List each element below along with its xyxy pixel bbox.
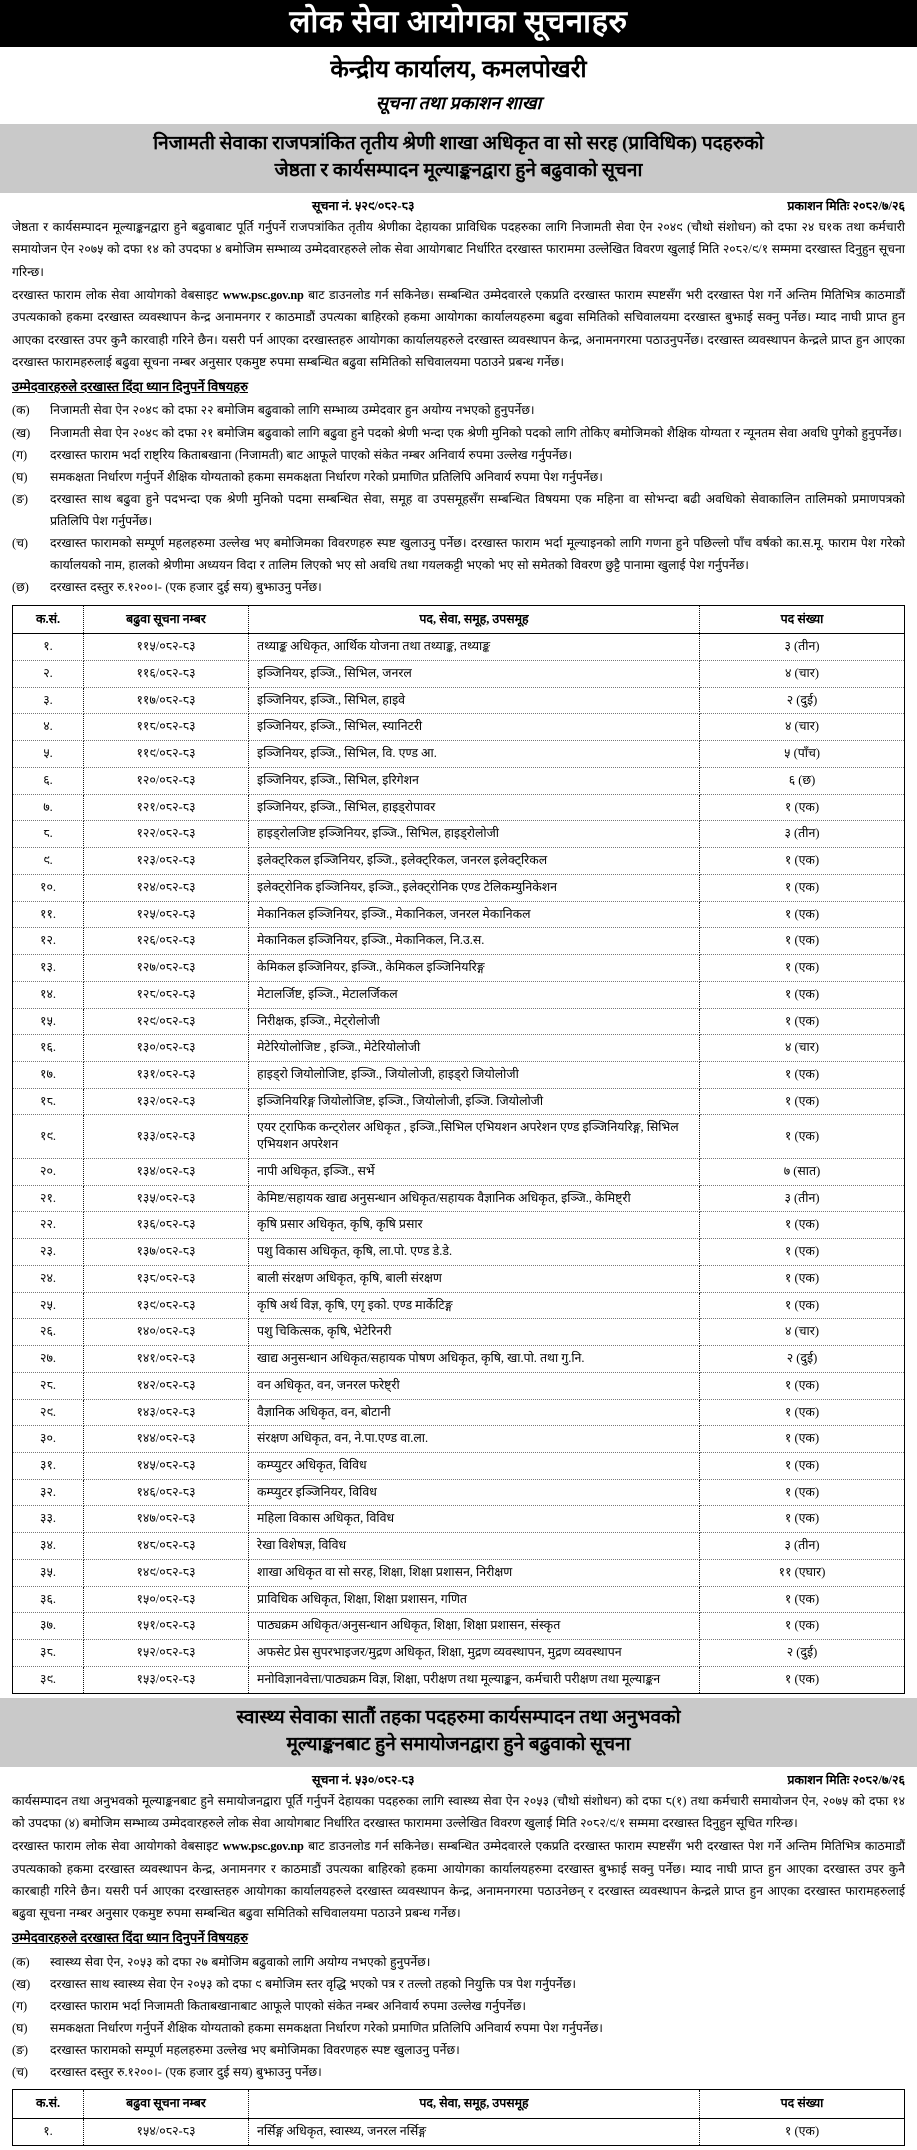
table-row — [13, 794, 905, 821]
cell-count: १ (एक) — [700, 1613, 905, 1640]
cell-count: १ (एक) — [700, 1265, 905, 1292]
cell-serial: ७. — [13, 794, 84, 821]
cell-post: इञ्जिनियर, इञ्जि., सिभिल, जनरल — [249, 660, 700, 687]
cell-post: प्राविधिक अधिकृत, शिक्षा, शिक्षा प्रशासन, गणित — [249, 1586, 700, 1613]
branch-name: सूचना तथा प्रकाशन शाखा — [375, 93, 542, 114]
cell-post: हाइड्रोलजिष्ट इञ्जिनियर, इञ्जि., सिभिल, हाइड्रोलोजी — [249, 821, 700, 848]
cell-notice-no: १२४/०८२-८३ — [84, 874, 249, 901]
table-row — [13, 1035, 905, 1062]
notice1-number: सूचना नं. ५२९/०८२-८३ — [312, 198, 415, 213]
cell-notice-no: १२६/०८२-८३ — [84, 928, 249, 955]
table-row — [13, 2119, 905, 2146]
psc-website-link[interactable]: www.psc.gov.np — [222, 1839, 304, 1854]
notice2-table-wrap — [0, 2083, 917, 2149]
table-row — [13, 1426, 905, 1453]
table-row — [13, 714, 905, 741]
cell-notice-no: १३८/०८२-८३ — [84, 1265, 249, 1292]
cell-notice-no: १२८/०८२-८३ — [84, 981, 249, 1008]
notice1-posts-table — [12, 605, 905, 1694]
table-row — [13, 1399, 905, 1426]
masthead-title: लोक सेवा आयोगका सूचनाहरु — [0, 0, 917, 47]
cell-post: इलेक्ट्रिकल इञ्जिनियर, इञ्जि., इलेक्ट्रिकल, जनरल इलेक्ट्रिकल — [249, 848, 700, 875]
notice2-paragraph-1: कार्यसम्पादन तथा अनुभवको मूल्याङ्कनबाट हुने समायोजनद्वारा पूर्ति गर्नुपर्ने देहायका पदहरुका लागि स्वास्थ्य सेवा ऐन २०५३ (चौथो संशोधन) को दफा ८(१) तथा कर्मचारी समायोजन ऐन, २०७५ को दफा १४ को उपदफा (४) बमोजिम सम्भाव्य उम्मेदवारहरुले लोक सेवा आयोगबाट निर्धारित दरखास्त फाराममा उल्लेखित विवरण खुलाई मिति २०८२/९/१ सम्ममा दरखास्त दिनुहुन सूचित गरिन्छ। — [12, 1793, 905, 1830]
cell-notice-no: १३०/०८२-८३ — [84, 1035, 249, 1062]
cell-notice-no: १२५/०८२-८३ — [84, 901, 249, 928]
cell-notice-no: १४५/०८२-८३ — [84, 1453, 249, 1480]
cell-count: १ (एक) — [700, 955, 905, 982]
cell-post: पशु चिकित्सक, कृषि, भेटेरिनरी — [249, 1319, 700, 1346]
notice1-para2-part-b: बाट डाउनलोड गर्न सकिनेछ। सम्बन्धित उम्मेदवारले एकप्रति दरखास्त फाराम स्पष्टसँग भरी दरखास्त पेश गर्ने अन्तिम मितिभित्र काठमाडौं उपत्यकाको हकमा दरखास्त व्यवस्थापन केन्द्र अनामनगर र काठमाडौं उपत्यका बाहिरको हकमा आयोगका कार्यालयहरुमा बढुवा समितिको सचिवालयमा दरखास्त बुझाई सक्नु पर्नेछ। म्याद नाघी प्राप्त हुन आएका दरखास्त उपर कुनै कारवाही गरिने छैन। यसरी पर्न आएका दरखास्तहरु आयोगका कार्यालयहरुले दरखास्त व्यवस्थापन केन्द्र, अनामनगरमा पठाउनुपर्नेछ। दरखास्त व्यवस्थापन केन्द्रले प्राप्त हुन आएका दरखास्त फारामहरुलाई बढुवा सूचना नम्बर अनुसार एकमुष्ट रुपमा सम्बन्धित बढुवा समितिको सचिवालयमा पठाउने प्रबन्ध गर्नेछ। — [12, 288, 905, 370]
cell-count: ४ (चार) — [700, 1035, 905, 1062]
header-notice-no: बढुवा सूचना नम्बर — [84, 2090, 249, 2119]
cell-serial: ४. — [13, 714, 84, 741]
header-post: पद, सेवा, समूह, उपसमूह — [249, 605, 700, 634]
table-row — [13, 955, 905, 982]
table-row — [13, 821, 905, 848]
cell-notice-no: १४१/०८२-८३ — [84, 1346, 249, 1373]
table-row — [13, 1292, 905, 1319]
point-marker: (घ) — [12, 469, 28, 484]
cell-notice-no: १४३/०८२-८३ — [84, 1399, 249, 1426]
cell-notice-no: १३५/०८२-८३ — [84, 1185, 249, 1212]
cell-serial: १२. — [13, 928, 84, 955]
notice1-paragraph-1: जेष्ठता र कार्यसम्पादन मूल्याङ्कनद्वारा हुने बढुवाबाट पूर्ति गर्नुपर्ने राजपत्रांकित तृतीय श्रेणीका देहायका प्राविधिक पदहरुका लागि निजामती सेवा ऐन २०४९ (चौथो संशोधन) को दफा २४ घ१क तथा कर्मचारी समायोजन ऐन २०७५ को दफा १४ को उपदफा ४ बमोजिम सम्भाव्य उम्मेदवारहरुले लोक सेवा आयोगबाट निर्धारित दरखास्त फाराममा उल्लेखित विवरण खुलाई मिति २०८२/९/१ सम्ममा दरखास्त दिनुहुन सूचना गरिन्छ। — [12, 219, 905, 279]
cell-post: नर्सिङ्ग अधिकृत, स्वास्थ्य, जनरल नर्सिङ्ग — [249, 2119, 700, 2146]
cell-post: मेकानिकल इञ्जिनियर, इञ्जि., मेकानिकल, नि.उ.स. — [249, 928, 700, 955]
table-row — [13, 1212, 905, 1239]
point-text: दरखास्त फाराम भर्दा राष्ट्रिय किताबखाना (निजामती) बाट आफूले पाएको संकेत नम्बर अनिवार्य रुपमा उल्लेख गर्नुपर्नेछ। — [50, 447, 573, 462]
table-row — [13, 848, 905, 875]
cell-count: ३ (तीन) — [700, 634, 905, 661]
point-text: दरखास्त फारामको सम्पूर्ण महलहरुमा उल्लेख भए बमोजिमका विवरणहरु स्पष्ट खुलाउनु पर्नेछ। दरखास्त फाराम भर्दा मूल्याइनको लागि गणना हुने पछिल्लो पाँच वर्षको का.स.मू. फाराम पेश गरेको कार्यालयको नाम, हालको श्रेणीमा अध्ययन विदा र तालिम लिएको भए सो अवधि तथा गयलकट्टी भएको भए सो समेतको विवरण छुट्टै पानामा खुलाई पेश गर्नुपर्नेछ। — [50, 536, 905, 573]
notice1-title-line2: जेष्ठता र कार्यसम्पादन मूल्याङ्कनद्वारा हुने बढुवाको सूचना — [274, 160, 643, 181]
cell-serial: १३. — [13, 955, 84, 982]
cell-serial: २७. — [13, 1346, 84, 1373]
table-row — [13, 1319, 905, 1346]
cell-notice-no: ११५/०८२-८३ — [84, 634, 249, 661]
cell-post: इञ्जिनियरिङ्ग जियोलोजिष्ट, इञ्जि., जियोलोजी, इञ्जि. जियोलोजी — [249, 1088, 700, 1115]
point-text: निजामती सेवा ऐन २०४९ को दफा २२ बमोजिम बढुवाको लागि सम्भाव्य उम्मेदवार हुन अयोग्य नभएको हुनुपर्नेछ। — [50, 403, 535, 418]
table-row — [13, 1239, 905, 1266]
notice2-para2-part-a: दरखास्त फाराम लोक सेवा आयोगको वेबसाइट — [12, 1839, 223, 1854]
table-header — [13, 605, 905, 634]
cell-notice-no: १३४/०८२-८३ — [84, 1158, 249, 1185]
table-row — [13, 1453, 905, 1480]
cell-notice-no: १४४/०८२-८३ — [84, 1426, 249, 1453]
cell-post: निरीक्षक, इञ्जि., मेट्रोलोजी — [249, 1008, 700, 1035]
table-row — [13, 1479, 905, 1506]
point-marker: (च) — [12, 2065, 28, 2080]
cell-count: १ (एक) — [700, 1426, 905, 1453]
cell-serial: ५. — [13, 741, 84, 768]
point-text: दरखास्त दस्तुर रु.१२००।- (एक हजार दुई सय) बुझाउनु पर्नेछ। — [50, 2065, 322, 2080]
cell-notice-no: १४७/०८२-८३ — [84, 1506, 249, 1533]
cell-count: १ (एक) — [700, 1115, 905, 1158]
point-marker: (ङ) — [12, 2043, 29, 2058]
notice2-para2-part-b: बाट डाउनलोड गर्न सकिनेछ। सम्बन्धित उम्मेदवारले एकप्रति दरखास्त फाराम स्पष्टसँग भरी दरखास्त पेश गर्ने अन्तिम मितिभित्र काठमाडौं उपत्यकाको हकमा दरखास्त व्यवस्थापन केन्द्र, अनामनगर र काठमाडौं उपत्यका बाहिरको हकमा आयोगका कार्यालयहरुमा दरखास्त बुझाई सक्नु पर्नेछ। म्याद नाघी प्राप्त हुन आएका दरखास्त उपर कुनै कारबाही गरिने छैन। यसरी पर्न आएका दरखास्तहरु आयोगका कार्यालयहरुले दरखास्त व्यवस्थापन केन्द्र, अनामनगरमा पठाउनेछन् र दरखास्त व्यवस्थापन केन्द्रले प्राप्त हुन आएका दरखास्त फारामहरुलाई बढुवा सूचना नम्बर अनुसार एकमुष्ट रुपमा सम्बन्धित बढुवा समितिको सचिवालयमा पठाउने प्रबन्ध गर्नेछ। — [12, 1839, 905, 1921]
table-row — [13, 767, 905, 794]
point-marker: (ख) — [12, 1976, 31, 1991]
cell-post: संरक्षण अधिकृत, वन, ने.पा.एण्ड वा.ला. — [249, 1426, 700, 1453]
cell-notice-no: १५१/०८२-८३ — [84, 1613, 249, 1640]
table-row — [13, 741, 905, 768]
table-row — [13, 1586, 905, 1613]
cell-post: मेटेरियोलोजिष्ट , इञ्जि., मेटेरियोलोजी — [249, 1035, 700, 1062]
cell-serial: २९. — [13, 1399, 84, 1426]
cell-serial: १४. — [13, 981, 84, 1008]
table-row — [13, 1088, 905, 1115]
cell-notice-no: १२७/०८२-८३ — [84, 955, 249, 982]
cell-notice-no: १४८/०८२-८३ — [84, 1533, 249, 1560]
cell-notice-no: १५३/०८२-८३ — [84, 1666, 249, 1693]
cell-notice-no: ११६/०८२-८३ — [84, 660, 249, 687]
point-text: दरखास्त दस्तुर रु.१२००।- (एक हजार दुई सय) बुझाउनु पर्नेछ। — [50, 580, 322, 595]
point-marker: (क) — [12, 1954, 30, 1969]
cell-count: १ (एक) — [700, 2119, 905, 2146]
cell-serial: १८. — [13, 1088, 84, 1115]
cell-count: १ (एक) — [700, 1399, 905, 1426]
cell-serial: ३८. — [13, 1640, 84, 1667]
cell-serial: २४. — [13, 1265, 84, 1292]
point-marker: (क) — [12, 403, 30, 418]
point-text: समकक्षता निर्धारण गर्नुपर्ने शैक्षिक योग्यताको हकमा समकक्षता निर्धारण गरेको प्रमाणित प्रतिलिपि अनिवार्य रुपमा पेश गर्नुपर्नेछ। — [50, 2020, 603, 2035]
cell-count: २ (दुई) — [700, 1346, 905, 1373]
cell-count: २ (दुई) — [700, 1640, 905, 1667]
table-row — [13, 874, 905, 901]
table-row — [13, 1640, 905, 1667]
cell-serial: ३७. — [13, 1613, 84, 1640]
cell-count: १ (एक) — [700, 874, 905, 901]
list-item — [12, 488, 905, 532]
table-row — [13, 901, 905, 928]
cell-serial: १५. — [13, 1008, 84, 1035]
notice1-para2-part-a: दरखास्त फाराम लोक सेवा आयोगको वेबसाइट — [12, 288, 223, 303]
cell-post: केमिकल इञ्जिनियर, इञ्जि., केमिकल इञ्जिनियरिङ्ग — [249, 955, 700, 982]
cell-serial: २०. — [13, 1158, 84, 1185]
table-row — [13, 1666, 905, 1693]
cell-notice-no: १४६/०८२-८३ — [84, 1479, 249, 1506]
table-row — [13, 1613, 905, 1640]
table-header — [13, 2090, 905, 2119]
cell-post: अफसेट प्रेस सुपरभाइजर/मुद्रण अधिकृत, शिक्षा, मुद्रण व्यवस्थापन, मुद्रण व्यवस्थापन — [249, 1640, 700, 1667]
cell-count: १ (एक) — [700, 1212, 905, 1239]
cell-notice-no: १२२/०८२-८३ — [84, 821, 249, 848]
notice1-body — [0, 216, 917, 599]
cell-notice-no: १४०/०८२-८३ — [84, 1319, 249, 1346]
cell-count: १ (एक) — [700, 1372, 905, 1399]
cell-count: ५ (पाँच) — [700, 741, 905, 768]
table-row — [13, 1506, 905, 1533]
cell-post: पशु विकास अधिकृत, कृषि, ला.पो. एण्ड डे.डे. — [249, 1239, 700, 1266]
cell-post: कृषि अर्थ विज्ञ, कृषि, एगृ इको. एण्ड मार्केटिङ्ग — [249, 1292, 700, 1319]
cell-post: बाली संरक्षण अधिकृत, कृषि, बाली संरक्षण — [249, 1265, 700, 1292]
cell-post: शाखा अधिकृत वा सो सरह, शिक्षा, शिक्षा प्रशासन, निरीक्षण — [249, 1559, 700, 1586]
cell-post: मनोविज्ञानवेत्ता/पाठ्यक्रम विज्ञ, शिक्षा, परीक्षण तथा मूल्याङ्कन, कर्मचारी परीक्षण तथा मूल्याङ्कन — [249, 1666, 700, 1693]
cell-count: ३ (तीन) — [700, 821, 905, 848]
point-text: दरखास्त फारामको सम्पूर्ण महलहरुमा उल्लेख भए बमोजिमका विवरणहरु स्पष्ट खुलाउनु पर्नेछ। — [50, 2043, 460, 2058]
cell-count: १ (एक) — [700, 1088, 905, 1115]
cell-serial: १. — [13, 2119, 84, 2146]
list-item — [12, 444, 905, 466]
cell-notice-no: ११७/०८२-८३ — [84, 687, 249, 714]
cell-post: इञ्जिनियर, इञ्जि., सिभिल, वि. एण्ड आ. — [249, 741, 700, 768]
table-row — [13, 1158, 905, 1185]
cell-serial: ११. — [13, 901, 84, 928]
cell-post: मेटालर्जिष्ट, इञ्जि., मेटालर्जिकल — [249, 981, 700, 1008]
point-marker: (ङ) — [12, 491, 29, 506]
cell-notice-no: १३६/०८२-८३ — [84, 1212, 249, 1239]
header-count: पद संख्या — [700, 2090, 905, 2119]
cell-post: वैज्ञानिक अधिकृत, वन, बोटानी — [249, 1399, 700, 1426]
table-row — [13, 1185, 905, 1212]
point-marker: (ख) — [12, 425, 31, 440]
cell-count: १ (एक) — [700, 794, 905, 821]
cell-count: १ (एक) — [700, 1453, 905, 1480]
cell-count: १ (एक) — [700, 1479, 905, 1506]
cell-serial: ३१. — [13, 1453, 84, 1480]
cell-serial: १. — [13, 634, 84, 661]
table-row — [13, 928, 905, 955]
cell-notice-no: १४९/०८२-८३ — [84, 1559, 249, 1586]
cell-count: १ (एक) — [700, 1062, 905, 1089]
cell-count: २ (दुई) — [700, 687, 905, 714]
cell-post: तथ्याङ्क अधिकृत, आर्थिक योजना तथा तथ्याङ्क, तथ्याङ्क — [249, 634, 700, 661]
notice2-instruction-list — [12, 1951, 905, 2084]
cell-serial: २२. — [13, 1212, 84, 1239]
cell-serial: १६. — [13, 1035, 84, 1062]
notice1-title-line1: निजामती सेवाका राजपत्रांकित तृतीय श्रेणी शाखा अधिकृत वा सो सरह (प्राविधिक) पदहरुको — [153, 133, 764, 155]
cell-post: कम्प्युटर अधिकृत, विविध — [249, 1453, 700, 1480]
cell-count: ११ (एघार) — [700, 1559, 905, 1586]
point-text: स्वास्थ्य सेवा ऐन, २०५३ को दफा २७ बमोजिम बढुवाको लागि अयोग्य नभएको हुनुपर्नेछ। — [50, 1954, 431, 1969]
header-serial: क.सं. — [13, 605, 84, 634]
cell-serial: २६. — [13, 1319, 84, 1346]
cell-post: इञ्जिनियर, इञ्जि., सिभिल, हाइड्रोपावर — [249, 794, 700, 821]
header-count: पद संख्या — [700, 605, 905, 634]
list-item — [12, 399, 905, 421]
cell-post: एयर ट्राफिक कन्ट्रोलर अधिकृत , इञ्जि.,सिभिल एभियशन अपरेशन एण्ड इञ्जिनियरिङ्ग, सिभिल एभियशन अपरेशन — [249, 1115, 700, 1158]
cell-count: १ (एक) — [700, 1239, 905, 1266]
cell-count: ४ (चार) — [700, 1319, 905, 1346]
cell-serial: ३४. — [13, 1533, 84, 1560]
point-text: निजामती सेवा ऐन २०४९ को दफा २१ बमोजिम बढुवाको लागि बढुवा हुने पदको श्रेणी भन्दा एक श्रेणी मुनिको पदको लागि तोकिए बमोजिमको शैक्षिक योग्यता र न्यूनतम सेवा अवधि पुगेको हुनुपर्नेछ। — [50, 425, 902, 440]
point-text: समकक्षता निर्धारण गर्नुपर्ने शैक्षिक योग्यताको हकमा समकक्षता निर्धारण गरेको प्रमाणित प्रतिलिपि अनिवार्य रुपमा पेश गर्नुपर्नेछ। — [50, 469, 603, 484]
table-header-row — [13, 2090, 905, 2119]
cell-serial: ३५. — [13, 1559, 84, 1586]
cell-count: ७ (सात) — [700, 1158, 905, 1185]
cell-count: १ (एक) — [700, 928, 905, 955]
cell-post: वन अधिकृत, वन, जनरल फरेष्ट्री — [249, 1372, 700, 1399]
cell-post: नापी अधिकृत, इञ्जि., सर्भे — [249, 1158, 700, 1185]
notice2-meta — [0, 1767, 917, 1790]
cell-post: इञ्जिनियर, इञ्जि., सिभिल, हाइवे — [249, 687, 700, 714]
cell-post: कृषि प्रसार अधिकृत, कृषि, कृषि प्रसार — [249, 1212, 700, 1239]
cell-count: ४ (चार) — [700, 660, 905, 687]
cell-notice-no: १३३/०८२-८३ — [84, 1115, 249, 1158]
cell-notice-no: १२०/०८२-८३ — [84, 767, 249, 794]
point-text: दरखास्त साथ स्वास्थ्य सेवा ऐन २०५३ को दफा ९ बमोजिम स्तर वृद्धि भएको पत्र र तल्लो तहको नियुक्ति पत्र पेश गर्नुपर्नेछ। — [50, 1976, 576, 1991]
cell-post: खाद्य अनुसन्धान अधिकृत/सहायक पोषण अधिकृत, कृषि, खा.पो. तथा गु.नि. — [249, 1346, 700, 1373]
cell-count: १ (एक) — [700, 1292, 905, 1319]
cell-serial: १७. — [13, 1062, 84, 1089]
cell-notice-no: १२९/०८२-८३ — [84, 1008, 249, 1035]
point-text: दरखास्त साथ बढुवा हुने पदभन्दा एक श्रेणी मुनिको पदमा सम्बन्धित सेवा, समूह वा उपसमूहसँग सम्बन्धित विषयमा एक महिना वा सोभन्दा बढी अवधिको सेवाकालिन तालिमको प्रमाणपत्रको प्रतिलिपि पेश गर्नुपर्नेछ। — [50, 491, 905, 529]
cell-count: १ (एक) — [700, 1008, 905, 1035]
table-row — [13, 1559, 905, 1586]
notice2-posts-table — [12, 2089, 905, 2145]
header-serial: क.सं. — [13, 2090, 84, 2119]
cell-serial: २५. — [13, 1292, 84, 1319]
list-item — [12, 466, 905, 488]
list-item — [12, 1973, 905, 1995]
cell-notice-no: १३१/०८२-८३ — [84, 1062, 249, 1089]
list-item — [12, 2017, 905, 2039]
psc-website-link[interactable]: www.psc.gov.np — [222, 288, 304, 303]
notice2-title-band — [0, 1698, 917, 1767]
cell-notice-no: १२१/०८२-८३ — [84, 794, 249, 821]
table-row — [13, 660, 905, 687]
cell-count: ३ (तीन) — [700, 1533, 905, 1560]
list-item — [12, 532, 905, 576]
point-marker: (ग) — [12, 447, 28, 462]
list-item — [12, 2039, 905, 2061]
cell-post: महिला विकास अधिकृत, विविध — [249, 1506, 700, 1533]
cell-notice-no: १५०/०८२-८३ — [84, 1586, 249, 1613]
notice2-instructions-heading: उम्मेदवारहरुले दरखास्त दिंदा ध्यान दिनुपर्ने विषयहरु — [12, 1929, 248, 1945]
table-header-row — [13, 605, 905, 634]
notice1-table-wrap — [0, 599, 917, 1698]
notice2-title-line1: स्वास्थ्य सेवाका सातौं तहका पदहरुमा कार्यसम्पादन तथा अनुभवको — [236, 1706, 681, 1728]
header-post: पद, सेवा, समूह, उपसमूह — [249, 2090, 700, 2119]
cell-notice-no: १२३/०८२-८३ — [84, 848, 249, 875]
cell-count: १ (एक) — [700, 1586, 905, 1613]
cell-serial: २१. — [13, 1185, 84, 1212]
point-marker: (घ) — [12, 2020, 28, 2035]
cell-count: १ (एक) — [700, 1506, 905, 1533]
cell-serial: १९. — [13, 1115, 84, 1158]
table-row — [13, 634, 905, 661]
cell-serial: ३०. — [13, 1426, 84, 1453]
notice2-publish-date: प्रकाशन मितिः २०८२/७/२६ — [787, 1772, 905, 1787]
cell-post: कम्प्युटर इञ्जिनियर, विविध — [249, 1479, 700, 1506]
table-row — [13, 1062, 905, 1089]
cell-count: १ (एक) — [700, 848, 905, 875]
cell-count: ६ (छ) — [700, 767, 905, 794]
cell-count: १ (एक) — [700, 981, 905, 1008]
notice1-title-band — [0, 124, 917, 193]
notice1-publish-date: प्रकाशन मितिः २०८२/७/२६ — [787, 198, 905, 213]
point-marker: (छ) — [12, 580, 29, 595]
notice1-paragraph-2 — [12, 284, 905, 374]
cell-post: हाइड्रो जियोलोजिष्ट, इञ्जि., जियोलोजी, हाइड्रो जियोलोजी — [249, 1062, 700, 1089]
office-name: केन्द्रीय कार्यालय, कमलपोखरी — [330, 56, 587, 83]
notice1-instruction-list — [12, 399, 905, 598]
notice2-title-line2: मूल्याङ्कनबाट हुने समायोजनद्वारा हुने बढुवाको सूचना — [286, 1733, 631, 1755]
cell-count: ४ (चार) — [700, 714, 905, 741]
cell-serial: ३. — [13, 687, 84, 714]
cell-post: इञ्जिनियर, इञ्जि., सिभिल, इरिगेशन — [249, 767, 700, 794]
notice2-number: सूचना नं. ५३०/०८२-८३ — [312, 1772, 415, 1787]
cell-serial: ६. — [13, 767, 84, 794]
cell-serial: ३९. — [13, 1666, 84, 1693]
list-item — [12, 576, 905, 598]
table-row — [13, 1533, 905, 1560]
list-item — [12, 1995, 905, 2017]
cell-notice-no: १३२/०८२-८३ — [84, 1088, 249, 1115]
notice1-meta — [0, 193, 917, 216]
cell-post: इञ्जिनियर, इञ्जि., सिभिल, स्यानिटरी — [249, 714, 700, 741]
cell-notice-no: १३७/०८२-८३ — [84, 1239, 249, 1266]
cell-count: १ (एक) — [700, 901, 905, 928]
cell-serial: २. — [13, 660, 84, 687]
header-notice-no: बढुवा सूचना नम्बर — [84, 605, 249, 634]
table-row — [13, 1265, 905, 1292]
notice1-instructions-heading: उम्मेदवारहरुले दरखास्त दिंदा ध्यान दिनुपर्ने विषयहरु — [12, 378, 248, 394]
list-item — [12, 1951, 905, 1973]
cell-serial: ३२. — [13, 1479, 84, 1506]
cell-post: केमिष्ट/सहायक खाद्य अनुसन्धान अधिकृत/सहायक वैज्ञानिक अधिकृत, इञ्जि., केमिष्ट्री — [249, 1185, 700, 1212]
cell-count: १ (एक) — [700, 1666, 905, 1693]
cell-serial: २३. — [13, 1239, 84, 1266]
cell-count: ३ (तीन) — [700, 1185, 905, 1212]
cell-notice-no: १५२/०८२-८३ — [84, 1640, 249, 1667]
cell-post: रेखा विशेषज्ञ, विविध — [249, 1533, 700, 1560]
cell-notice-no: १४२/०८२-८३ — [84, 1372, 249, 1399]
table-row — [13, 1008, 905, 1035]
cell-notice-no: १३९/०८२-८३ — [84, 1292, 249, 1319]
point-text: दरखास्त फाराम भर्दा निजामती किताबखानाबाट आफूले पाएको संकेत नम्बर अनिवार्य रुपमा उल्लेख गर्नुपर्नेछ। — [50, 1998, 527, 2013]
cell-post: मेकानिकल इञ्जिनियर, इञ्जि., मेकानिकल, जनरल मेकानिकल — [249, 901, 700, 928]
point-marker: (च) — [12, 536, 28, 551]
list-item — [12, 422, 905, 444]
list-item — [12, 2061, 905, 2083]
cell-serial: २८. — [13, 1372, 84, 1399]
cell-notice-no: १५४/०८२-८३ — [84, 2119, 249, 2146]
table-row — [13, 981, 905, 1008]
cell-serial: ३३. — [13, 1506, 84, 1533]
cell-post: इलेक्ट्रोनिक इञ्जिनियर, इञ्जि., इलेक्ट्रोनिक एण्ड टेलिकम्युनिकेशन — [249, 874, 700, 901]
cell-serial: १०. — [13, 874, 84, 901]
cell-notice-no: ११९/०८२-८३ — [84, 741, 249, 768]
table-row — [13, 687, 905, 714]
notice2-paragraph-2 — [12, 1835, 905, 1925]
cell-notice-no: ११८/०८२-८३ — [84, 714, 249, 741]
table-row — [13, 1372, 905, 1399]
point-marker: (ग) — [12, 1998, 28, 2013]
table-row — [13, 1346, 905, 1373]
cell-post: पाठ्यक्रम अधिकृत/अनुसन्धान अधिकृत, शिक्षा, शिक्षा प्रशासन, संस्कृत — [249, 1613, 700, 1640]
notice2-body — [0, 1790, 917, 2084]
cell-serial: ८. — [13, 821, 84, 848]
table-body — [13, 2119, 905, 2146]
table-body — [13, 634, 905, 1693]
table-row — [13, 1115, 905, 1158]
cell-serial: ९. — [13, 848, 84, 875]
cell-serial: ३६. — [13, 1586, 84, 1613]
